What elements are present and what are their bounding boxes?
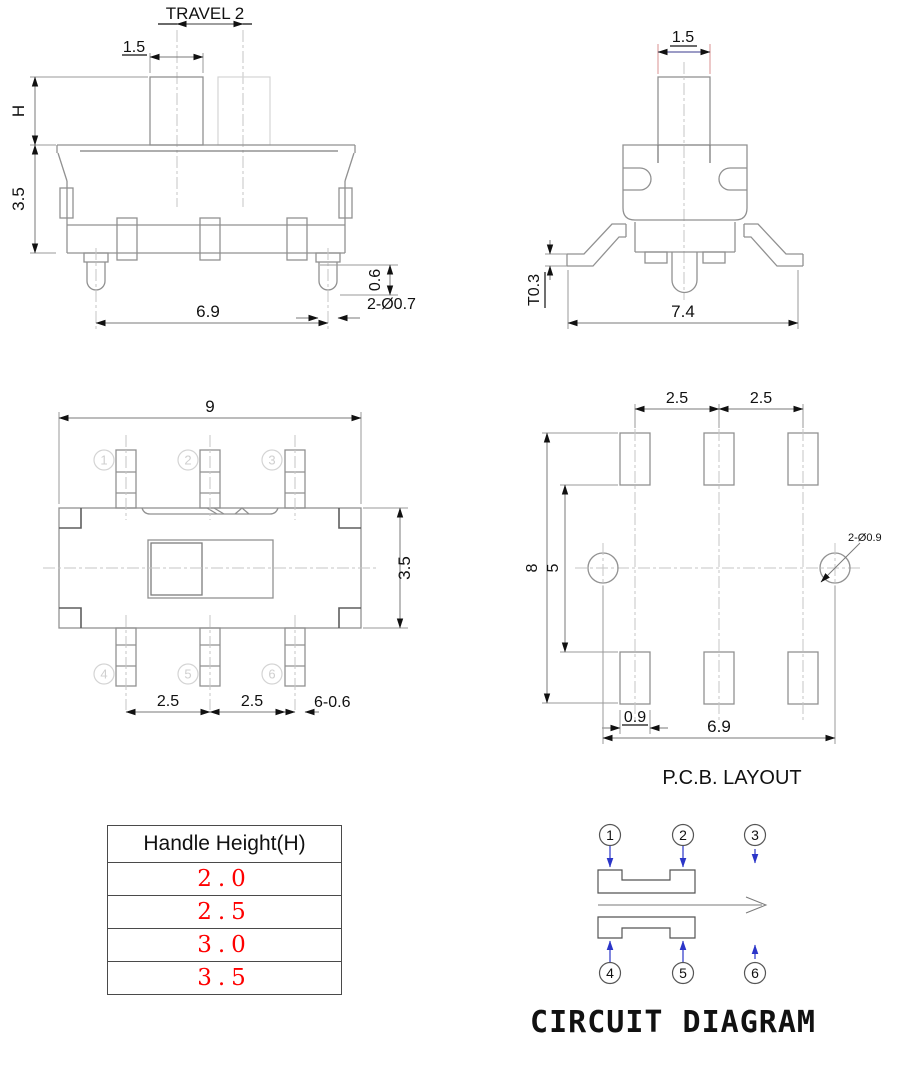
pin-stub-right <box>703 252 725 263</box>
dim-1_5-label: 1.5 <box>122 39 146 56</box>
pcb-layout-caption: P.C.B. LAYOUT <box>662 767 802 789</box>
top-pins <box>116 435 305 710</box>
pin-stub-left <box>645 252 667 263</box>
contact-upper <box>598 870 695 893</box>
pcb-layout <box>490 380 900 810</box>
terminal-arrows <box>610 846 755 962</box>
dim-H <box>9 77 148 145</box>
dim-overall-width <box>363 508 414 628</box>
dim-2_5a-label: 2.5 <box>665 390 689 407</box>
front-view <box>0 0 460 350</box>
dim-body-height <box>9 145 56 253</box>
side-view <box>520 0 900 350</box>
top-body <box>43 508 377 628</box>
handle-height-row: 2.5 <box>108 896 341 929</box>
dim-hole-dia-label: 2-Ø0.9 <box>848 532 882 544</box>
dim-0_6-label: 0.6 <box>367 268 384 292</box>
slider-cavity <box>148 540 273 598</box>
terminal-5-number: 5 <box>679 965 687 981</box>
handle-position-2-phantom <box>218 77 270 145</box>
circuit-diagram <box>530 800 900 1060</box>
pin-number-balloons <box>94 450 282 684</box>
pin-2-number: 2 <box>184 452 192 468</box>
terminal-6-number: 6 <box>751 965 759 981</box>
contact-lower <box>598 917 695 938</box>
dim-6_9-label: 6.9 <box>707 717 731 736</box>
dim-overall-width <box>568 270 798 329</box>
terminal-1-number: 1 <box>606 827 614 843</box>
body-block <box>623 145 747 220</box>
mount-tab-2 <box>200 218 220 260</box>
handle-height-row: 2.0 <box>108 863 341 896</box>
handle-height-table-header: Handle Height(H) <box>108 826 341 863</box>
dim-pin-dia-label: 2-Ø0.7 <box>367 296 416 313</box>
dim-9-label: 9 <box>205 397 215 416</box>
top-view <box>30 380 460 745</box>
travel-label: TRAVEL 2 <box>165 4 245 23</box>
pcb-holes <box>588 532 882 593</box>
dim-handle-width <box>122 39 203 73</box>
dim-pad-pitch <box>635 390 803 428</box>
circuit-diagram-caption: CIRCUIT DIAGRAM <box>530 1005 816 1040</box>
pin-4-number: 4 <box>100 666 108 682</box>
dim-pin-pitch <box>126 693 351 712</box>
dim-3_5-label: 3.5 <box>395 556 414 580</box>
dim-H-label: H <box>9 104 28 118</box>
mount-tab-3 <box>287 218 307 260</box>
dim-pin-span <box>96 302 328 323</box>
terminal-3-number: 3 <box>751 827 759 843</box>
dim-0_9-label: 0.9 <box>623 709 647 726</box>
slider-knob <box>151 543 202 595</box>
dim-2_5b-label: 2.5 <box>240 693 264 710</box>
dim-5-label: 5 <box>545 563 562 573</box>
pin-1-number: 1 <box>100 452 108 468</box>
terminal-2-number: 2 <box>679 827 687 843</box>
pin-5-number: 5 <box>184 666 192 682</box>
slot-right <box>719 168 747 190</box>
handle-height-table <box>107 825 342 995</box>
terminal-4-number: 4 <box>606 965 614 981</box>
switch-side-body <box>567 62 803 300</box>
terminal-balloons-bottom <box>600 963 766 984</box>
dim-6_9-label: 6.9 <box>196 302 220 321</box>
handle-knobs <box>150 77 270 145</box>
handle-height-row: 3.0 <box>108 929 341 962</box>
dim-T0_3-label: T0.3 <box>526 273 543 307</box>
dim-travel <box>158 4 252 207</box>
contact-shapes <box>598 870 766 938</box>
dim-6-0_6-label: 6-0.6 <box>314 694 351 711</box>
dim-8-label: 8 <box>524 563 541 573</box>
dim-1_5-label: 1.5 <box>671 29 695 46</box>
handle-height-row: 3.5 <box>197 965 252 991</box>
dim-foot-thickness <box>526 240 567 308</box>
slot-left <box>623 168 651 190</box>
dim-7_4-label: 7.4 <box>671 302 695 321</box>
terminal-balloons-top <box>600 825 766 846</box>
pin-6-number: 6 <box>268 666 276 682</box>
dim-3_5-label: 3.5 <box>9 187 28 211</box>
dim-pin-offset <box>320 265 398 295</box>
mount-tab-1 <box>117 218 137 260</box>
pin-3-number: 3 <box>268 452 276 468</box>
dim-2_5b-label: 2.5 <box>749 390 773 407</box>
dim-pin-diameter <box>296 296 416 318</box>
dim-2_5a-label: 2.5 <box>156 693 180 710</box>
